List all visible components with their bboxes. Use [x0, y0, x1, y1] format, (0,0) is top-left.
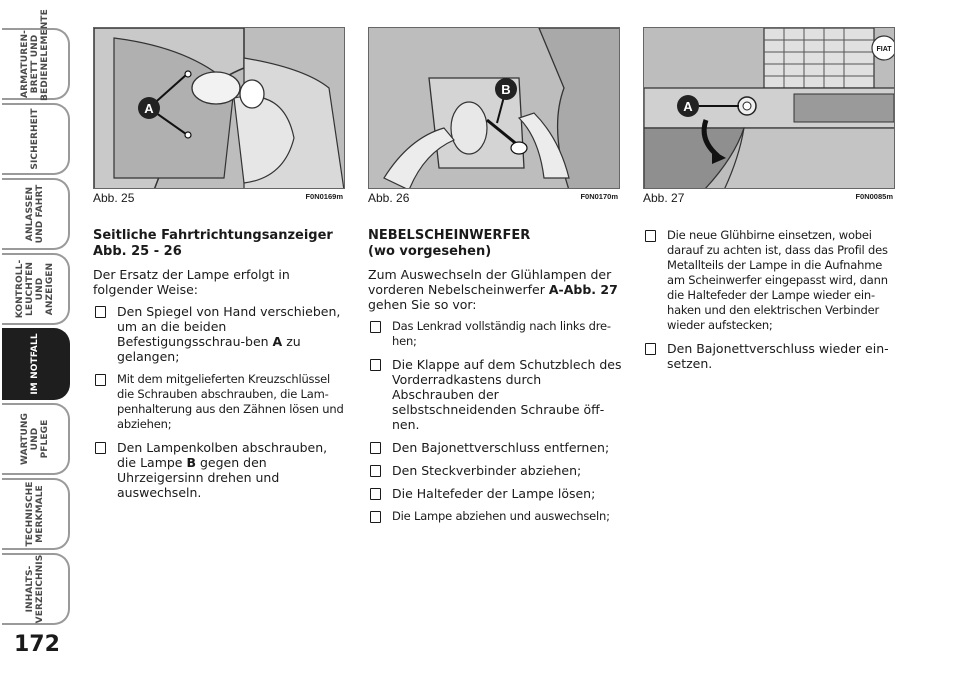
step-item: Die Lampe abziehen und auswechseln;: [368, 509, 622, 524]
figure-abb-26: [368, 27, 620, 189]
side-tab-armaturen[interactable]: [2, 9, 70, 101]
callout-a: A: [144, 101, 154, 116]
step-item: Den Bajonettverschluss entfernen;: [368, 440, 622, 455]
column-turn-signals: [93, 228, 347, 508]
step-text: zu gelangen;: [117, 334, 301, 364]
step-item: Den Bajonettverschluss wieder ein-setzen.: [643, 341, 897, 371]
figure-abb-27: [643, 27, 895, 189]
figure-caption: [368, 191, 620, 205]
intro-paragraph: Der Ersatz der Lampe erfolgt in folgender Weise:: [93, 267, 290, 297]
figure-abb-25: [93, 27, 345, 189]
figure-label: Abb. 25: [93, 191, 135, 205]
heading-line: Abb. 25 - 26: [93, 244, 182, 259]
heading-line: Seitliche Fahrtrichtungsanzeiger: [93, 228, 333, 243]
intro-text: gehen Sie so vor:: [368, 297, 477, 312]
step-item: Die Haltefeder der Lampe lösen;: [368, 486, 622, 501]
step-text: gegen den Uhrzeigersinn drehen und auswechseln.: [117, 455, 280, 500]
section-heading: [93, 228, 347, 260]
callout-b: B: [501, 82, 511, 97]
side-tab-inhalts[interactable]: [2, 553, 70, 625]
column-fog-lights: [368, 228, 622, 532]
side-tab-label: ANLASSEN UND FAHRT: [25, 184, 45, 244]
side-tab-label: ARMATUREN- BRETT UND BEDIENELEMENTE: [20, 9, 50, 101]
figure-label: Abb. 26: [368, 191, 410, 205]
figure-code: F0N0170m: [580, 192, 618, 201]
side-tab-anlassen[interactable]: [2, 178, 70, 250]
heading-line: NEBELSCHEINWERFER: [368, 228, 531, 243]
side-tab-label: TECHNISCHE MERKMALE: [25, 481, 45, 547]
figure-code: F0N0085m: [855, 192, 893, 201]
page-number: 172: [14, 632, 60, 657]
figure-label: Abb. 27: [643, 191, 685, 205]
step-ref: A: [272, 334, 283, 349]
section-heading: [368, 228, 622, 260]
column-fog-lights-continued: [643, 228, 897, 379]
side-tab-wartung[interactable]: [2, 403, 70, 475]
intro-text: Zum Auswechseln der Glühlampen der vorderen Nebelscheinwerfer: [368, 267, 612, 297]
step-item: Mit dem mitgelieferten Kreuzschlüssel die Schrauben abschrauben, die Lam-penhalterung aus den Zähnen lösen und abziehen;: [93, 372, 347, 432]
step-item: [93, 440, 347, 500]
side-tab-label: KONTROLL- LEUCHTEN UND ANZEIGEN: [15, 259, 55, 319]
side-tab-label: SICHERHEIT: [30, 108, 40, 170]
fiat-badge: FIAT: [876, 46, 892, 53]
step-text: Den Spiegel von Hand verschieben, um an die beiden Befestigungsschrau-ben: [117, 304, 341, 349]
figure-caption: [93, 191, 345, 205]
step-item: Den Steckverbinder abziehen;: [368, 463, 622, 478]
step-list: [643, 228, 897, 371]
intro-paragraph: [368, 267, 622, 312]
intro-ref: A-Abb. 27: [548, 282, 618, 297]
step-list: [368, 319, 622, 524]
step-item: Das Lenkrad vollständig nach links dre-hen;: [368, 319, 622, 349]
step-item: Die Klappe auf dem Schutzblech des Vorderradkastens durch Abschrauben der selbstschneidenden Schraube öff-nen.: [368, 357, 622, 432]
step-list: [93, 304, 347, 500]
figure-caption: [643, 191, 895, 205]
side-tab-label: INHALTS- VERZEICHNIS: [25, 554, 45, 624]
side-tab-notfall[interactable]: [2, 328, 70, 400]
side-tab-kontroll[interactable]: [2, 253, 70, 325]
step-item: Die neue Glühbirne einsetzen, wobei darauf zu achten ist, dass das Profil des Metallteils der Lampe in die Aufnahme am Scheinwerfer eingepasst wird, dann die Haltefeder der Lampe wieder ein-haken und den elektrischen Verbinder wieder aufstecken;: [643, 228, 897, 333]
side-tab-label: WARTUNG UND PFLEGE: [20, 412, 50, 466]
step-item: [93, 304, 347, 364]
front-bumper-illustration: [644, 28, 895, 189]
step-text: Den Lampenkolben abschrauben, die Lampe: [117, 440, 328, 470]
fog-lamp-illustration: [369, 28, 620, 189]
heading-line: (wo vorgesehen): [368, 244, 492, 259]
side-tab-sicherheit[interactable]: [2, 103, 70, 175]
callout-a: A: [683, 99, 693, 114]
side-tab-label: IM NOTFALL: [30, 333, 40, 395]
figure-code: F0N0169m: [305, 192, 343, 201]
step-ref: B: [186, 455, 197, 470]
side-tab-technische[interactable]: [2, 478, 70, 550]
mirror-illustration: [94, 28, 345, 189]
